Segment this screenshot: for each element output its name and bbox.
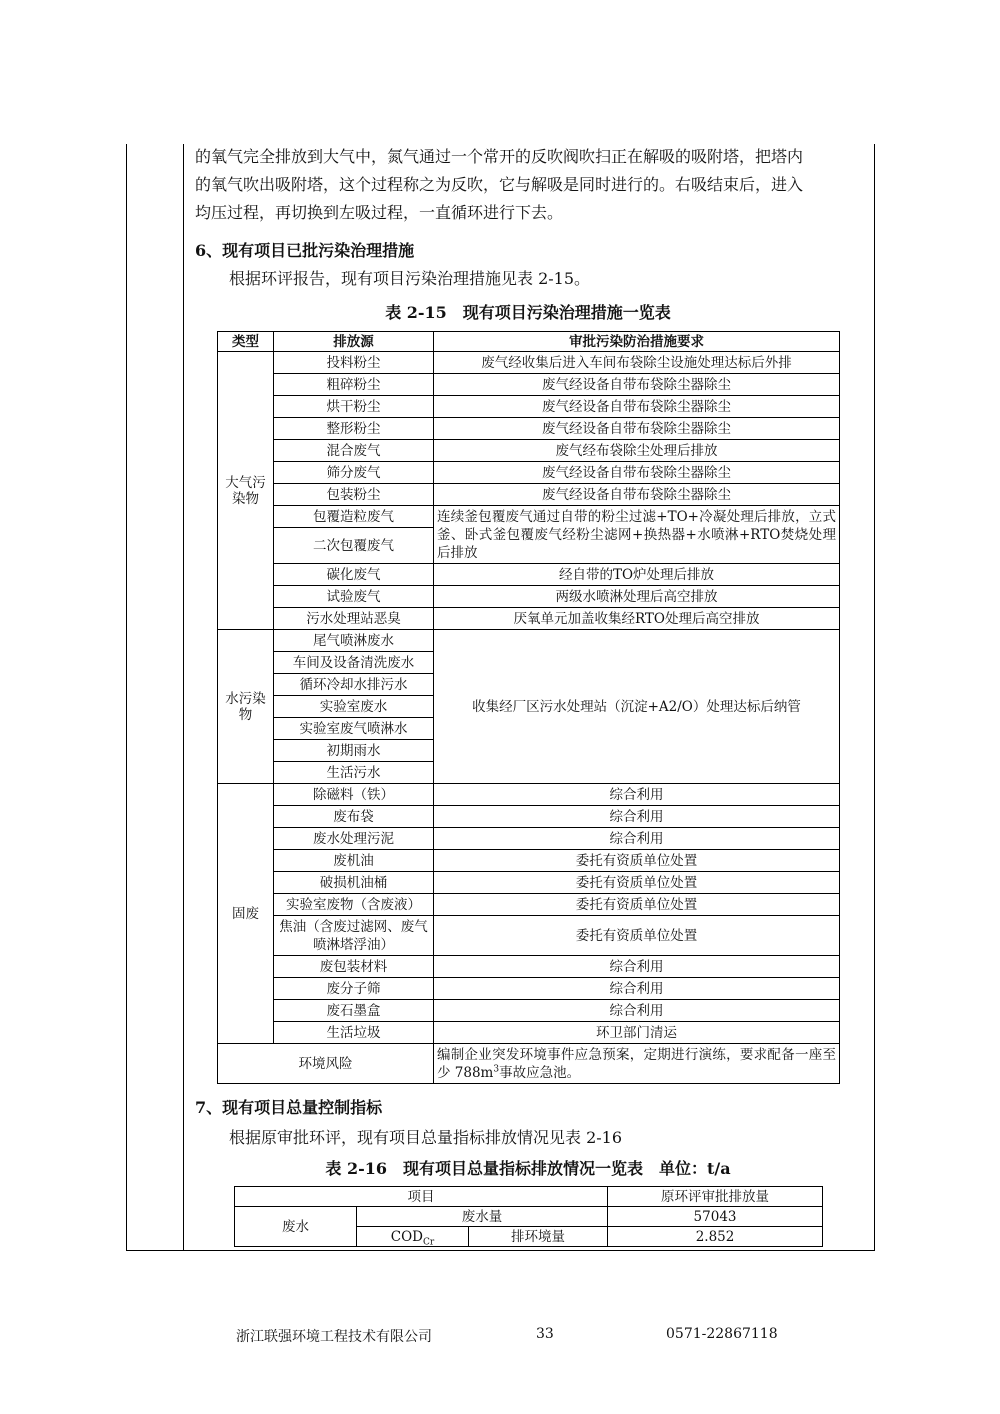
cod-label: COD [390,1228,424,1245]
section-6-text: 根据环评报告，现有项目污染治理措施见表 2-15。 [229,269,591,288]
source-cell: 废分子筛 [274,978,434,1000]
table-row [218,828,840,850]
source-cell: 焦油（含废过滤网、废气喷淋塔浮油） [274,916,434,956]
row-label: 排环境量 [469,1227,608,1247]
source-cell: 整形粉尘 [274,418,434,440]
section-7-text: 根据原审批环评，现有项目总量指标排放情况见表 2-16 [229,1128,623,1147]
intro-line-3: 均压过程，再切换到左吸过程，一直循环进行下去。 [195,203,564,222]
footer-phone: 0571-22867118 [666,1326,778,1342]
source-cell: 生活垃圾 [274,1022,434,1044]
measure-cell: 废气经设备自带布袋除尘器除尘 [434,484,840,506]
table-row [218,956,840,978]
source-cell: 循环冷却水排污水 [274,674,434,696]
measure-cell: 废气经布袋除尘处理后排放 [434,440,840,462]
source-cell: 废机油 [274,850,434,872]
table-row [218,872,840,894]
pollution-measures-table [217,331,840,1084]
risk-measure-text: 编制企业突发环境事件应急预案，定期进行演练，要求配备一座至少 788m [437,1046,836,1081]
source-cell: 实验室废物（含废液） [274,894,434,916]
measure-cell: 委托有资质单位处置 [434,916,840,956]
measure-cell: 委托有资质单位处置 [434,894,840,916]
source-cell: 生活污水 [274,762,434,784]
category-air: 大气污染物 [218,352,274,630]
table-row [218,462,840,484]
table-row [218,1044,840,1084]
table-row [218,564,840,586]
source-cell: 废水处理污泥 [274,828,434,850]
measure-cell: 两级水喷淋处理后高空排放 [434,586,840,608]
table-2-16-caption: 表 2-16 现有项目总量指标排放情况一览表 单位：t/a [325,1159,731,1178]
risk-measure-superscript: 3 [493,1064,500,1074]
table-row [218,418,840,440]
measure-cell: 废气经设备自带布袋除尘器除尘 [434,396,840,418]
source-cell: 除磁料（铁） [274,784,434,806]
measure-cell: 连续釜包覆废气通过自带的粉尘过滤+TO+冷凝处理后排放，立式釜、卧式釜包覆废气经粉尘滤网+换热器+水喷淋+RTO焚烧处理后排放 [434,506,840,564]
source-cell: 实验室废水 [274,696,434,718]
table-row [218,784,840,806]
header-source: 排放源 [274,332,434,352]
header-approved-value: 原环评审批排放量 [608,1187,823,1207]
source-cell: 车间及设备清洗废水 [274,652,434,674]
intro-line-1: 的氧气完全排放到大气中，氮气通过一个常开的反吹阀吹扫正在解吸的吸附塔，把塔内 [195,147,804,166]
source-cell: 污水处理站恶臭 [274,608,434,630]
source-cell: 废布袋 [274,806,434,828]
measure-cell: 环卫部门清运 [434,1022,840,1044]
intro-line-2: 的氧气吹出吸附塔，这个过程称之为反吹，它与解吸是同时进行的。右吸结束后，进入 [195,175,804,194]
category-risk: 环境风险 [218,1044,434,1084]
table-row [218,978,840,1000]
category-solid: 固废 [218,784,274,1044]
source-cell: 破损机油桶 [274,872,434,894]
footer-company: 浙江联强环境工程技术有限公司 [236,1329,432,1345]
footer-page-number: 33 [536,1326,554,1342]
table-row [218,630,840,652]
table-row [218,850,840,872]
table-row [218,608,840,630]
table-row [218,1022,840,1044]
measure-cell: 综合利用 [434,978,840,1000]
source-cell: 混合废气 [274,440,434,462]
source-cell: 尾气喷淋废水 [274,630,434,652]
source-cell: 实验室废气喷淋水 [274,718,434,740]
table-header-row [218,332,840,352]
measure-cell: 废气经设备自带布袋除尘器除尘 [434,418,840,440]
table-row [218,484,840,506]
source-cell: 二次包覆废气 [274,528,434,564]
source-cell: 包覆造粒废气 [274,506,434,528]
table-row [218,352,840,374]
header-item: 项目 [235,1187,608,1207]
table-row [218,916,840,956]
left-column-divider [183,144,184,1250]
measure-cell: 废气经设备自带布袋除尘器除尘 [434,374,840,396]
section-7-heading: 7、现有项目总量控制指标 [195,1098,383,1117]
table-row [218,1000,840,1022]
source-cell: 试验废气 [274,586,434,608]
source-cell: 废包装材料 [274,956,434,978]
measure-cell: 收集经厂区污水处理站（沉淀+A2/O）处理达标后纳管 [434,630,840,784]
section-6-heading: 6、现有项目已批污染治理措施 [195,241,415,260]
table-row [218,894,840,916]
group-wastewater: 废水 [235,1207,357,1247]
measure-cell: 废气经设备自带布袋除尘器除尘 [434,462,840,484]
risk-measure-text-end: 事故应急池。 [499,1064,581,1081]
measure-cell: 综合利用 [434,1000,840,1022]
table-row [218,806,840,828]
table-row [218,396,840,418]
table-row [218,506,840,528]
source-cell: 碳化废气 [274,564,434,586]
table-2-15-caption: 表 2-15 现有项目污染治理措施一览表 [385,303,671,322]
measure-cell: 委托有资质单位处置 [434,872,840,894]
measure-cell: 委托有资质单位处置 [434,850,840,872]
table-row [218,440,840,462]
table-row [218,374,840,396]
table-row [235,1207,823,1227]
header-type: 类型 [218,332,274,352]
table-row [218,586,840,608]
emission-totals-table [234,1186,823,1247]
row-value: 57043 [608,1207,823,1227]
source-cell: 包装粉尘 [274,484,434,506]
cod-cell [357,1227,469,1247]
cod-subscript: Cr [423,1237,435,1247]
category-water: 水污染物 [218,630,274,784]
source-cell: 烘干粉尘 [274,396,434,418]
measure-cell: 综合利用 [434,806,840,828]
source-cell: 初期雨水 [274,740,434,762]
row-label: 废水量 [357,1207,608,1227]
measure-cell: 综合利用 [434,956,840,978]
measure-cell: 综合利用 [434,828,840,850]
measure-cell: 经自带的TO炉处理后排放 [434,564,840,586]
table-header-row [235,1187,823,1207]
measure-cell: 综合利用 [434,784,840,806]
source-cell: 粗碎粉尘 [274,374,434,396]
source-cell: 废石墨盒 [274,1000,434,1022]
header-measure: 审批污染防治措施要求 [434,332,840,352]
risk-measure-cell [434,1044,840,1084]
measure-cell: 废气经收集后进入车间布袋除尘设施处理达标后外排 [434,352,840,374]
row-value: 2.852 [608,1227,823,1247]
measure-cell: 厌氧单元加盖收集经RTO处理后高空排放 [434,608,840,630]
source-cell: 筛分废气 [274,462,434,484]
source-cell: 投料粉尘 [274,352,434,374]
